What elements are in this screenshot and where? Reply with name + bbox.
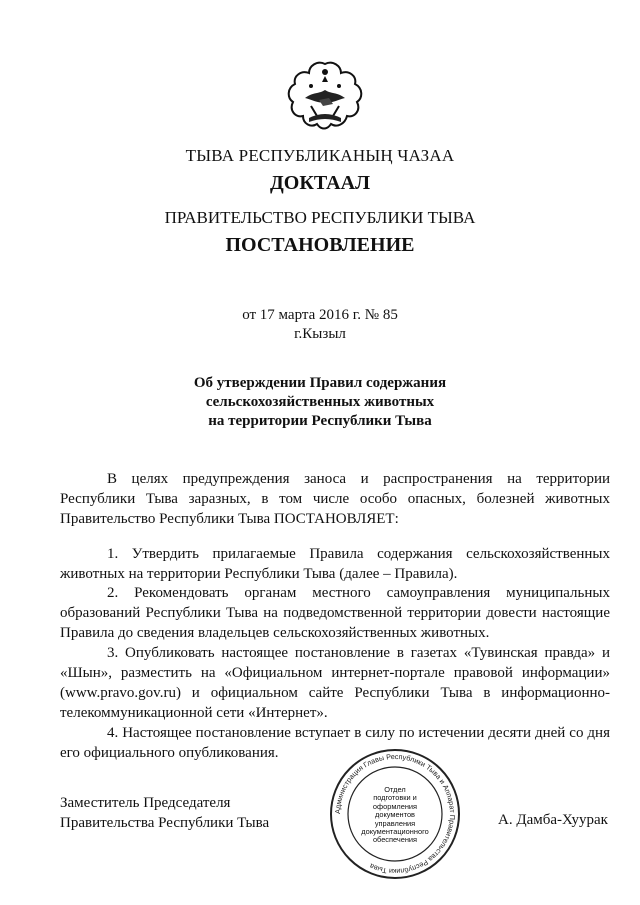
signatory-position-line: Правительства Республики Тыва bbox=[60, 815, 270, 831]
stamp-center-line: оформления документов bbox=[372, 801, 418, 820]
document-city: г.Кызыл bbox=[294, 326, 346, 342]
clause-paragraph-4: 4. Настоящее постановление вступает в силу по истечении десяти дней со дня его официального опубликования. bbox=[60, 725, 610, 761]
document-title bbox=[0, 374, 640, 431]
stamp-ring-text: Администрация Главы Республики Тыва и Аппарат Правительства Республики Тыва bbox=[332, 751, 458, 877]
coat-of-arms-emblem bbox=[285, 58, 365, 138]
stamp-center-text bbox=[359, 786, 431, 845]
stamp-center-line: управления bbox=[374, 818, 416, 828]
tuvan-government-title: ТЫВА РЕСПУБЛИКАНЫҢ ЧАЗАА bbox=[185, 146, 455, 165]
title-line: Об утверждении Правил содержания bbox=[193, 375, 447, 391]
clause-paragraph-1: 1. Утвердить прилагаемые Правила содержания сельскохозяйственных животных на территории Республики Тыва (далее – Правила). bbox=[60, 546, 610, 582]
signatory-position bbox=[60, 793, 269, 833]
russian-government-title: ПРАВИТЕЛЬСТВО РЕСПУБЛИКИ ТЫВА bbox=[164, 208, 476, 227]
signatory-name: А. Дамба-Хуурак bbox=[498, 812, 608, 828]
clause-paragraph-2: 2. Рекомендовать органам местного самоуправления муниципальных образований Республики Тыва на подведомственной территории довести настоящие Правила до сведения владельцев сельскохозяйственных животных. bbox=[60, 585, 610, 641]
title-line: сельскохозяйственных животных bbox=[205, 394, 435, 410]
title-line: на территории Республики Тыва bbox=[208, 413, 432, 429]
stamp-center-line: Отдел bbox=[384, 785, 406, 794]
stamp-center-line: подготовки и bbox=[373, 793, 417, 803]
clause-paragraph-3: 3. Опубликовать настоящее постановление в газетах «Тувинская правда» и «Шын», разместить на «Официальном интернет-портале правовой информации» (www.pravo.gov.ru) и официальном сайте Республики Тыва в информационно-телекоммуникационной сети «Интернет». bbox=[60, 645, 610, 721]
preamble-paragraph: В целях предупреждения заноса и распространения на территории Республики Тыва заразных, в том числе особо опасных, болезней животных Правительство Республики Тыва ПОСТАНОВЛЯЕТ: bbox=[60, 471, 610, 527]
document-date-number: от 17 марта 2016 г. № 85 bbox=[242, 307, 398, 323]
tuvan-document-type: ДОКТААЛ bbox=[270, 172, 370, 194]
russian-document-type: ПОСТАНОВЛЕНИЕ bbox=[225, 234, 415, 256]
signatory-position-line: Заместитель Председателя bbox=[60, 795, 231, 811]
stamp-center-line: документационного bbox=[361, 827, 429, 837]
stamp-center-line: обеспечения bbox=[372, 835, 418, 845]
